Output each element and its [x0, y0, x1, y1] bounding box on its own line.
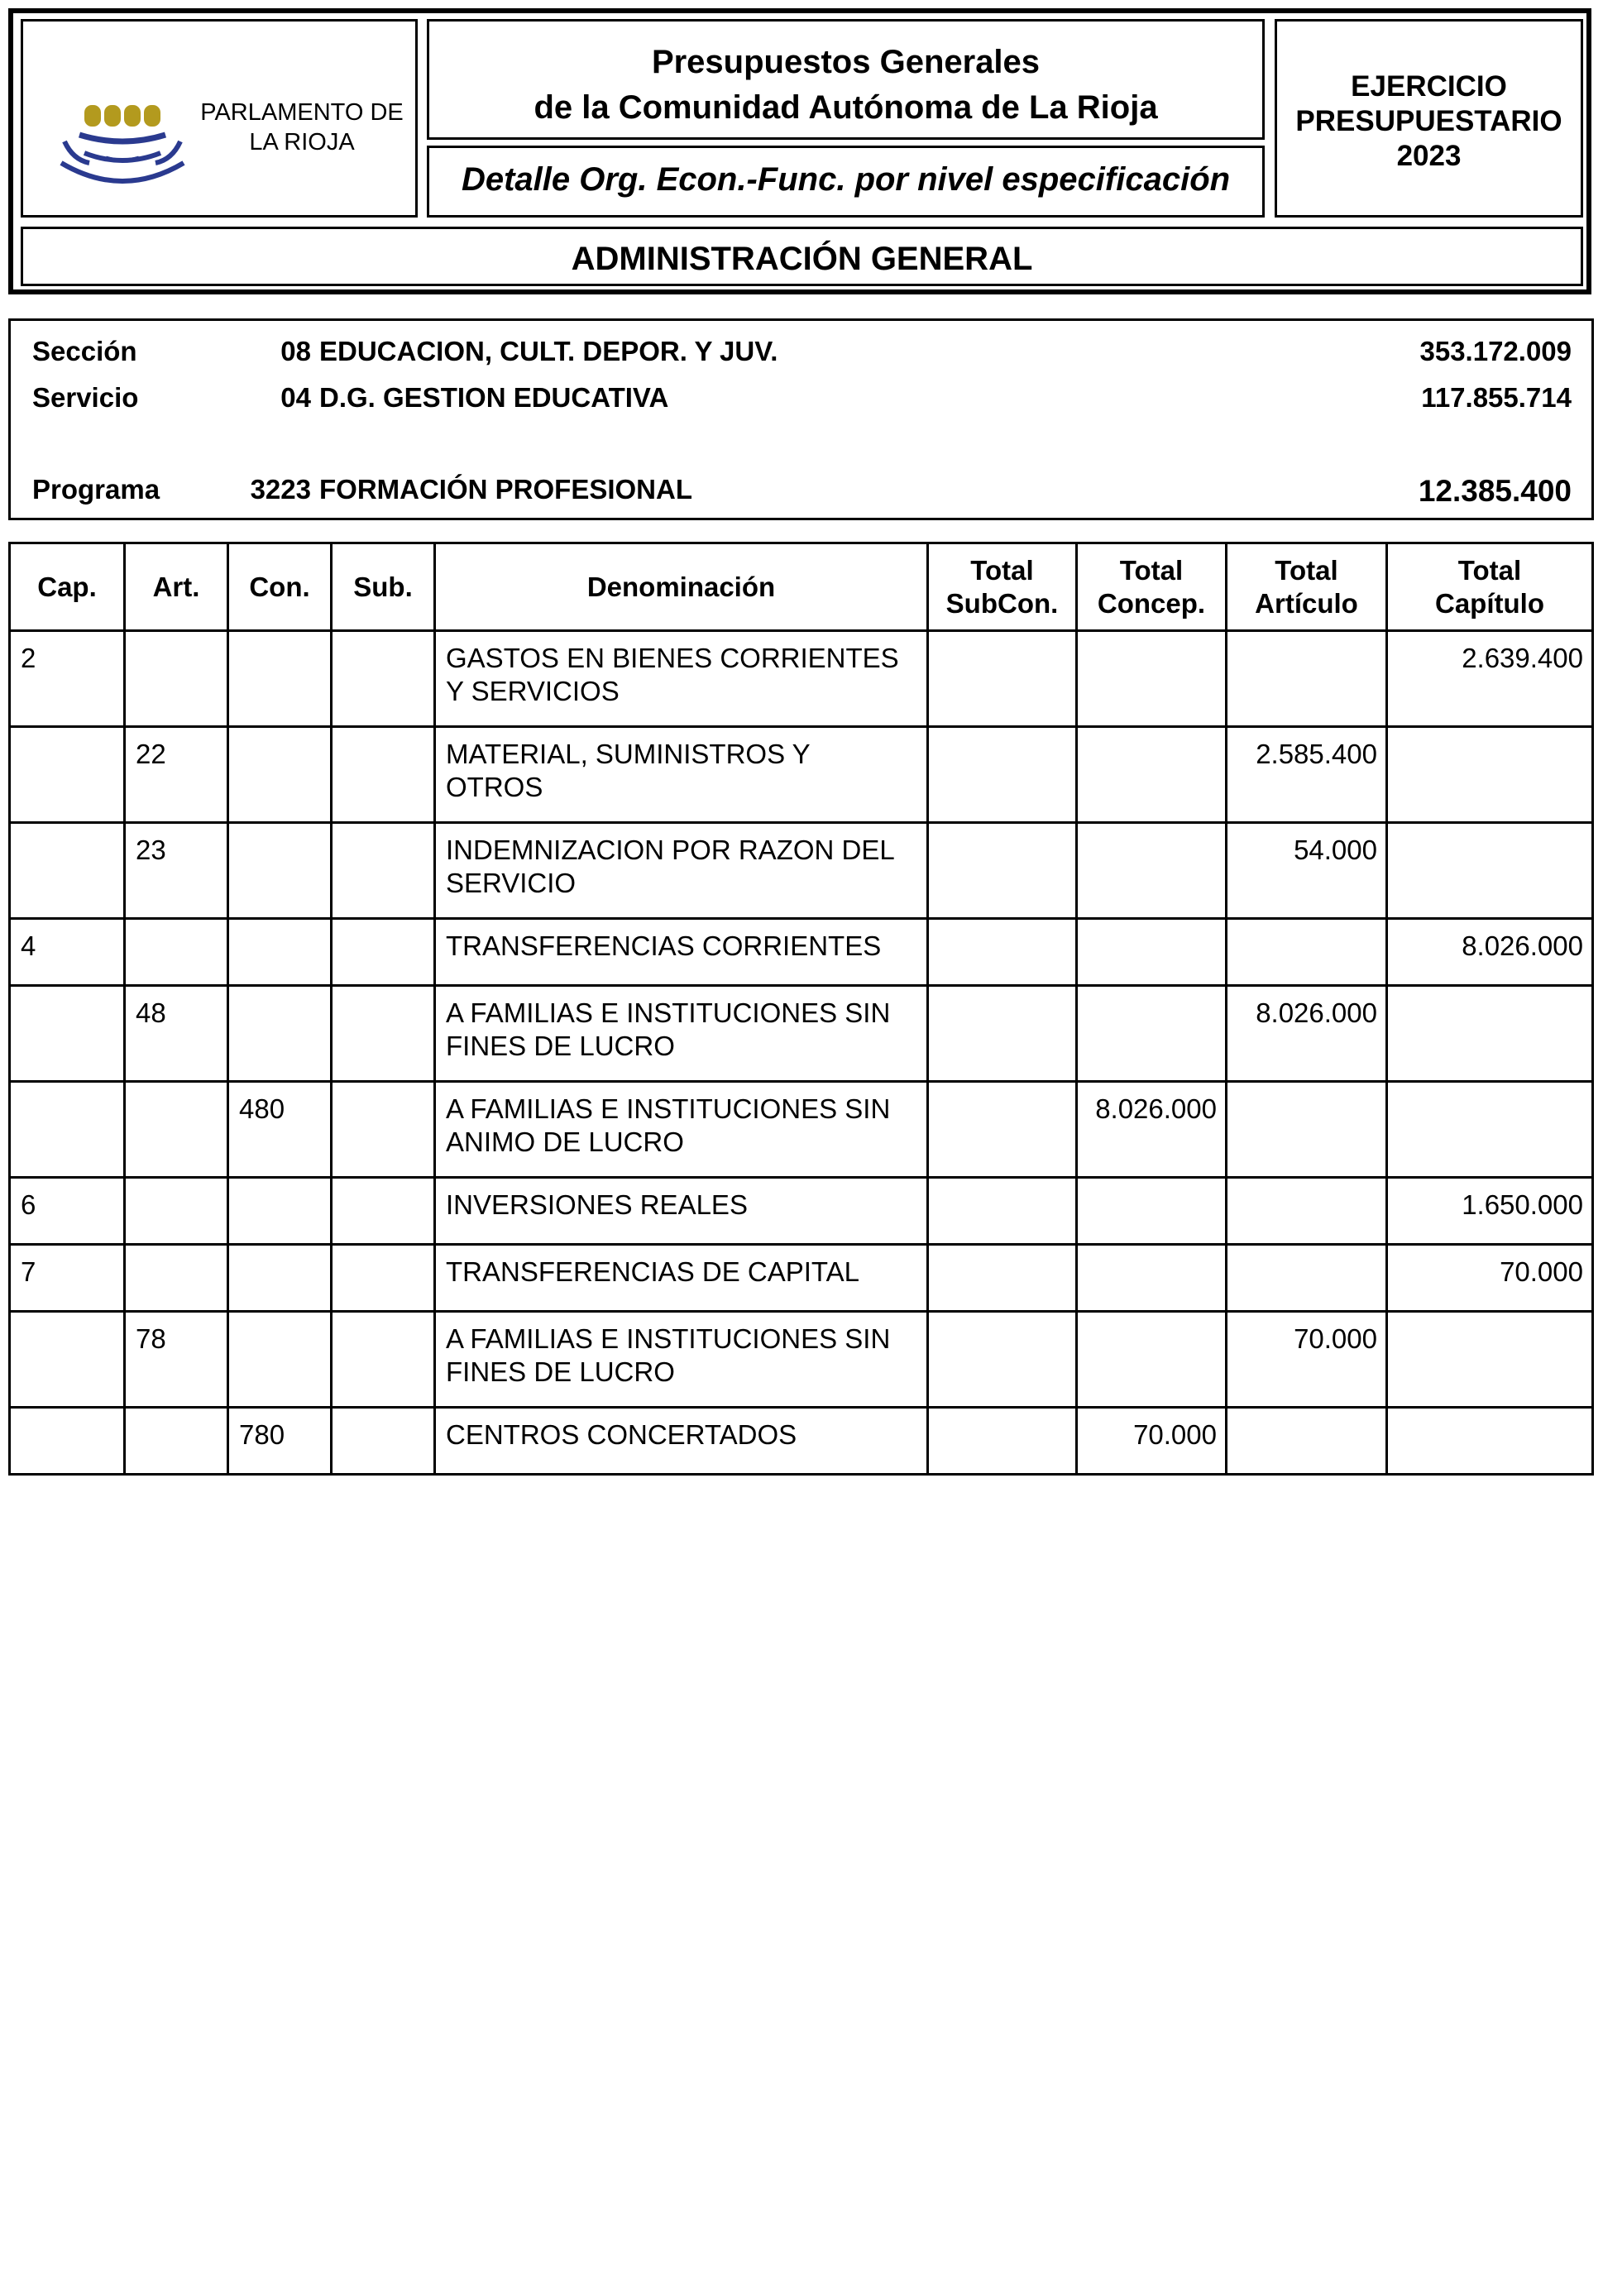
cell-cap: [10, 823, 125, 919]
header-total-concep-line-1: Total: [1119, 554, 1184, 586]
cell-total-capitulo: [1387, 986, 1593, 1082]
header-total-concep-line-2: Concep.: [1097, 587, 1206, 619]
programa-amount: 12.385.400: [1418, 474, 1572, 508]
cell-total-subcon: [928, 823, 1077, 919]
cell-art: [125, 919, 228, 986]
budget-info-box: [8, 318, 1594, 520]
header-total-subcon-line-2: SubCon.: [945, 587, 1059, 619]
header-art: Art.: [125, 543, 228, 631]
cell-sub: [332, 1178, 435, 1245]
cell-con: [228, 727, 332, 823]
cell-total-capitulo: [1387, 1408, 1593, 1475]
cell-con: [228, 631, 332, 727]
logo-box: [21, 19, 418, 218]
table-row: [10, 631, 1593, 727]
programa-code: 3223: [250, 474, 311, 505]
cell-denominacion: CENTROS CONCERTADOS: [435, 1408, 928, 1475]
header-total-capitulo-line-2: Capítulo: [1435, 587, 1544, 619]
cell-total-subcon: [928, 631, 1077, 727]
cell-sub: [332, 919, 435, 986]
header-sub: Sub.: [332, 543, 435, 631]
cell-total-capitulo: [1387, 727, 1593, 823]
cell-sub: [332, 1408, 435, 1475]
cell-denominacion: INVERSIONES REALES: [435, 1178, 928, 1245]
seccion-code: 08: [280, 336, 311, 366]
table-row: [10, 727, 1593, 823]
cell-sub: [332, 1082, 435, 1178]
servicio-name: D.G. GESTION EDUCATIVA: [319, 382, 669, 413]
header-total-articulo: [1227, 543, 1387, 631]
cell-con: 480: [228, 1082, 332, 1178]
table-row: [10, 1408, 1593, 1475]
cell-cap: 4: [10, 919, 125, 986]
cell-denominacion: MATERIAL, SUMINISTROS Y OTROS: [435, 727, 928, 823]
cell-total-concep: [1077, 986, 1227, 1082]
cell-art: [125, 1178, 228, 1245]
seccion-name: EDUCACION, CULT. DEPOR. Y JUV.: [319, 336, 778, 366]
title-line-2: de la Comunidad Autónoma de La Rioja: [534, 89, 1158, 126]
cell-total-subcon: [928, 727, 1077, 823]
cell-art: [125, 1245, 228, 1312]
table-header-row: [10, 543, 1593, 631]
cell-art: 78: [125, 1312, 228, 1408]
fiscal-year-value: 2023: [1396, 140, 1462, 172]
cell-total-concep: [1077, 1178, 1227, 1245]
cell-total-capitulo: [1387, 823, 1593, 919]
cell-denominacion: TRANSFERENCIAS DE CAPITAL: [435, 1245, 928, 1312]
cell-total-subcon: [928, 919, 1077, 986]
table-row: [10, 986, 1593, 1082]
cell-total-articulo: 70.000: [1227, 1312, 1387, 1408]
cell-total-capitulo: 8.026.000: [1387, 919, 1593, 986]
cell-denominacion: A FAMILIAS E INSTITUCIONES SIN ANIMO DE LUCRO: [435, 1082, 928, 1178]
parliament-name-line-2: LA RIOJA: [249, 129, 355, 155]
cell-sub: [332, 823, 435, 919]
cell-sub: [332, 1245, 435, 1312]
cell-art: [125, 1408, 228, 1475]
table-row: [10, 823, 1593, 919]
cell-cap: 7: [10, 1245, 125, 1312]
cell-con: [228, 919, 332, 986]
cell-total-concep: [1077, 823, 1227, 919]
title-line-1: Presupuestos Generales: [651, 44, 1041, 80]
cell-total-subcon: [928, 1245, 1077, 1312]
cell-total-articulo: 8.026.000: [1227, 986, 1387, 1082]
cell-art: [125, 631, 228, 727]
header-total-concep: [1077, 543, 1227, 631]
cell-total-concep: 70.000: [1077, 1408, 1227, 1475]
fiscal-year-box: [1275, 19, 1583, 218]
cell-total-articulo: 2.585.400: [1227, 727, 1387, 823]
cell-total-capitulo: 1.650.000: [1387, 1178, 1593, 1245]
cell-con: 780: [228, 1408, 332, 1475]
servicio-code: 04: [280, 382, 311, 413]
cell-cap: [10, 727, 125, 823]
programa-label: Programa: [32, 474, 160, 505]
cell-total-articulo: [1227, 1082, 1387, 1178]
budget-table: [8, 542, 1594, 1476]
document-title: [429, 40, 1262, 131]
cell-denominacion: A FAMILIAS E INSTITUCIONES SIN FINES DE LUCRO: [435, 1312, 928, 1408]
fiscal-year: [1277, 69, 1581, 174]
cell-cap: 2: [10, 631, 125, 727]
header-total-articulo-line-2: Artículo: [1255, 587, 1358, 619]
cell-total-articulo: [1227, 631, 1387, 727]
cell-art: 23: [125, 823, 228, 919]
title-box: [427, 19, 1265, 140]
fiscal-year-line-2: PRESUPUESTARIO: [1295, 105, 1562, 137]
subtitle-box: [427, 146, 1265, 218]
cell-con: [228, 823, 332, 919]
cell-total-subcon: [928, 986, 1077, 1082]
header-denominacion: Denominación: [435, 543, 928, 631]
cell-denominacion: TRANSFERENCIAS CORRIENTES: [435, 919, 928, 986]
cell-total-concep: 8.026.000: [1077, 1082, 1227, 1178]
cell-denominacion: A FAMILIAS E INSTITUCIONES SIN FINES DE LUCRO: [435, 986, 928, 1082]
cell-total-capitulo: 70.000: [1387, 1245, 1593, 1312]
cell-art: 22: [125, 727, 228, 823]
cell-cap: [10, 1408, 125, 1475]
header-total-subcon-line-1: Total: [970, 554, 1034, 586]
header-con: Con.: [228, 543, 332, 631]
programa-name: FORMACIÓN PROFESIONAL: [319, 474, 692, 505]
seccion-amount: 353.172.009: [1419, 336, 1572, 366]
cell-sub: [332, 1312, 435, 1408]
cell-total-capitulo: [1387, 1312, 1593, 1408]
cell-total-articulo: [1227, 919, 1387, 986]
seccion-row: [11, 336, 1591, 369]
seccion-label: Sección: [32, 336, 137, 366]
cell-total-subcon: [928, 1312, 1077, 1408]
cell-sub: [332, 727, 435, 823]
servicio-label: Servicio: [32, 382, 139, 413]
cell-con: [228, 1245, 332, 1312]
administration-box: [21, 227, 1583, 286]
table-row: [10, 1312, 1593, 1408]
cell-total-concep: [1077, 631, 1227, 727]
cell-total-capitulo: 2.639.400: [1387, 631, 1593, 727]
table-row: [10, 1082, 1593, 1178]
cell-cap: 6: [10, 1178, 125, 1245]
header-total-subcon: [928, 543, 1077, 631]
cell-con: [228, 1178, 332, 1245]
cell-total-articulo: 54.000: [1227, 823, 1387, 919]
cell-total-capitulo: [1387, 1082, 1593, 1178]
cell-sub: [332, 631, 435, 727]
header-total-capitulo: [1387, 543, 1593, 631]
table-row: [10, 1178, 1593, 1245]
cell-denominacion: GASTOS EN BIENES CORRIENTES Y SERVICIOS: [435, 631, 928, 727]
fiscal-year-line-1: EJERCICIO: [1351, 70, 1507, 103]
parliament-name-line-1: PARLAMENTO DE: [200, 99, 404, 126]
cell-art: 48: [125, 986, 228, 1082]
parliament-logo-icon: [56, 84, 202, 191]
cell-cap: [10, 1312, 125, 1408]
cell-total-concep: [1077, 1312, 1227, 1408]
administration-title: ADMINISTRACIÓN GENERAL: [571, 241, 1033, 277]
cell-total-subcon: [928, 1082, 1077, 1178]
cell-con: [228, 986, 332, 1082]
cell-sub: [332, 986, 435, 1082]
cell-total-articulo: [1227, 1408, 1387, 1475]
servicio-amount: 117.855.714: [1421, 382, 1572, 413]
cell-denominacion: INDEMNIZACION POR RAZON DEL SERVICIO: [435, 823, 928, 919]
cell-con: [228, 1312, 332, 1408]
document-subtitle: Detalle Org. Econ.-Func. por nivel especificación: [461, 161, 1231, 198]
table-row: [10, 1245, 1593, 1312]
cell-cap: [10, 986, 125, 1082]
header-total-capitulo-line-1: Total: [1457, 554, 1522, 586]
header-total-articulo-line-1: Total: [1275, 554, 1338, 586]
cell-total-concep: [1077, 727, 1227, 823]
servicio-row: [11, 382, 1591, 415]
cell-cap: [10, 1082, 125, 1178]
cell-total-concep: [1077, 919, 1227, 986]
table-row: [10, 919, 1593, 986]
parliament-name: [190, 98, 414, 157]
cell-total-subcon: [928, 1408, 1077, 1475]
cell-total-concep: [1077, 1245, 1227, 1312]
cell-art: [125, 1082, 228, 1178]
cell-total-articulo: [1227, 1245, 1387, 1312]
header-cap: Cap.: [10, 543, 125, 631]
programa-row: [11, 474, 1591, 507]
cell-total-subcon: [928, 1178, 1077, 1245]
cell-total-articulo: [1227, 1178, 1387, 1245]
